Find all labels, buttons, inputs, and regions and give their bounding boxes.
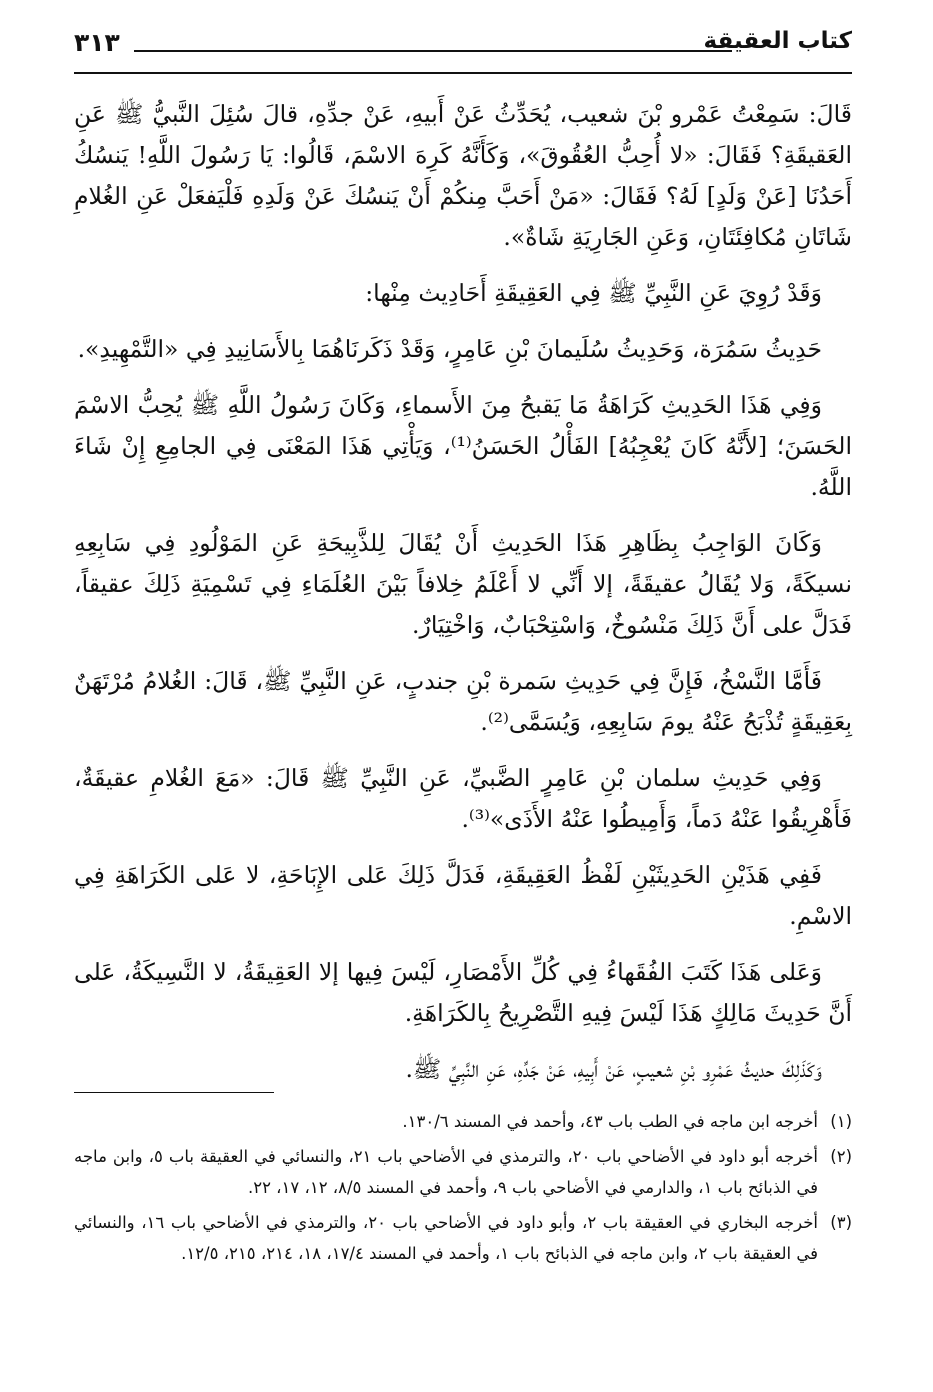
paragraph: قَالَ: سَمِعْتُ عَمْرو بْنَ شعيب، يُحَدِّثُ عَنْ أَبيهِ، عَنْ جدِّهِ، قالَ سُئِلَ النَّبيُّ ﷺ عَنِ العَقيقَةِ؟ فَقَالَ: «لا أُحِبُّ العُقُوقَ»، وَكَأَنَّهُ كَرِهَ الاسْمَ، قَالُوا: يَا رَسُولَ اللَّهِ! يَنسُكُ أَحَدُنَا [عَنْ وَلَدٍ] لَهُ؟ فَقَالَ: «مَنْ أَحَبَّ مِنكُمْ أَنْ يَنسُكَ عَنْ وَلَدِهِ فَلْيَفعَلْ عَنِ الغُلامِ شَاتَانِ مُكافِئَتَانِ، وَعَنِ الجَارِيَةِ شَاةٌ».: [74, 100, 852, 251]
paragraph: وَعَلى هَذَا كَتَبَ الفُقَهاءُ فِي كُلِّ الأَمْصَارِ، لَيْسَ فِيها إلا العَقِيقَةُ، لا النَّسِيكَةُ، عَلى أَنَّ حَدِيثَ مَالِكٍ هَذَا لَيْسَ فِيهِ التَّصْرِيحُ بِالكَرَاهَةِ.: [74, 958, 852, 1027]
footnote-number: (٣): [830, 1213, 852, 1232]
chapter-title: كتاب العقيقة: [703, 28, 852, 54]
paragraph: فَأَمَّا النَّسْخُ، فَإِنَّ فِي حَدِيثِ سَمرة بْنِ جندبٍ، عَنِ النَّبِيِّ ﷺ، قَالَ: الغُلامُ مُرْتَهَنٌ بِعَقِيقَةٍ تُذْبَحُ عَنْهُ يومَ سَابِعِهِ، وَيُسَمَّى⁽²⁾.: [74, 667, 852, 736]
header-rule: [134, 50, 732, 52]
paragraph: وَكَذَلِكَ حديثُ عَمْرِو بْنِ شعيبٍ، عَنْ أَبِيهِ، عَنْ جَدِّهِ، عَنِ النَّبِيِّ ﷺ.: [405, 1055, 822, 1083]
book-page: [74, 20, 852, 1370]
footnote-text: أخرجه ابن ماجه في الطب باب ٤٣، وأحمد في المسند ١٣٠/٦.: [402, 1112, 818, 1131]
main-text: [74, 94, 852, 1105]
footnote: [74, 1106, 852, 1137]
footnote: [74, 1141, 852, 1203]
paragraph: وَفِي حَدِيثِ سلمان بْنِ عَامِرٍ الضَّبيِّ، عَنِ النَّبِيِّ ﷺ قَالَ: «مَعَ الغُلامِ عقيقَةٌ، فَأَهْرِيقُوا عَنْهُ دَماً، وَأَمِيطُوا عَنْهُ الأَذَى»⁽³⁾.: [74, 764, 852, 833]
footnotes: [74, 1106, 852, 1273]
footnote-number: (٢): [830, 1147, 852, 1166]
page-header: [74, 28, 852, 68]
paragraph: وَفِي هَذَا الحَدِيثِ كَرَاهَةُ مَا يَقبحُ مِنَ الأَسماءِ، وَكَانَ رَسُولُ اللَّهِ ﷺ يُحِبُّ الاسْمَ الحَسَنَ؛ [لأَنَّهُ كَانَ يُعْجِبُهُ] الفَأْلُ الحَسَنُ⁽¹⁾، وَيَأْتِي هَذَا المَعْنَى فِي الجامِعِ إِنْ شَاءَ اللَّهُ.: [74, 391, 852, 501]
paragraph: فَفِي هَذَيْنِ الحَدِيثَيْنِ لَفْظُ العَقِيقَةِ، فَدَلَّ ذَلِكَ عَلى الإِبَاحَةِ، لا عَلى الكَرَاهَةِ فِي الاسْمِ.: [74, 861, 852, 930]
footnote: [74, 1207, 852, 1269]
page-number: ٣١٣: [74, 28, 120, 57]
footnote-text: أخرجه أبو داود في الأضاحي باب ٢٠، والترمذي في الأضاحي باب ٢١، والنسائي في العقيقة باب ٥، وابن ماجه في الذبائح باب ١، والدارمي في الأضاحي باب ٩، وأحمد في المسند ٨/٥، ١٢، ١٧، ٢٢.: [74, 1147, 818, 1197]
footnote-text: أخرجه البخاري في العقيقة باب ٢، وأبو داود في الأضاحي باب ٢٠، والترمذي في الأضاحي باب ١٦، والنسائي في العقيقة باب ٢، وابن ماجه في الذبائح باب ١، وأحمد في المسند ١٧/٤، ١٨، ٢١٤، ٢١٥، ١٢/٥.: [74, 1213, 818, 1263]
footnote-separator: [74, 1092, 274, 1093]
footnote-number: (١): [830, 1112, 852, 1131]
paragraph: وَكَانَ الوَاجِبُ بِظَاهِرِ هَذَا الحَدِيثِ أَنْ يُقَالَ لِلذَّبِيحَةِ عَنِ المَوْلُودِ فِي سَابِعِهِ نسيكَةً، وَلا يُقَالُ عقيقَةً، إلا أَنِّي لا أَعْلَمُ خِلافاً بَيْنَ العُلَمَاءِ فِي تَسْمِيَةِ ذَلِكَ عقيقاً، فَدَلَّ على أَنَّ ذَلِكَ مَنْسُوخٌ، وَاسْتِحْبَابٌ، وَاخْتِيَارٌ.: [74, 529, 852, 639]
paragraph: وَقَدْ رُوِيَ عَنِ النَّبِيِّ ﷺ فِي العَقِيقَةِ أَحَادِيث مِنْها:: [365, 279, 822, 307]
paragraph: حَدِيثُ سَمُرَة، وَحَدِيثُ سُلَيمانَ بْنِ عَامِرٍ، وَقَدْ ذَكَرنَاهُمَا بِالأَسَانِيدِ فِي «التَّمْهِيدِ».: [77, 335, 822, 363]
header-underline: [74, 72, 852, 74]
